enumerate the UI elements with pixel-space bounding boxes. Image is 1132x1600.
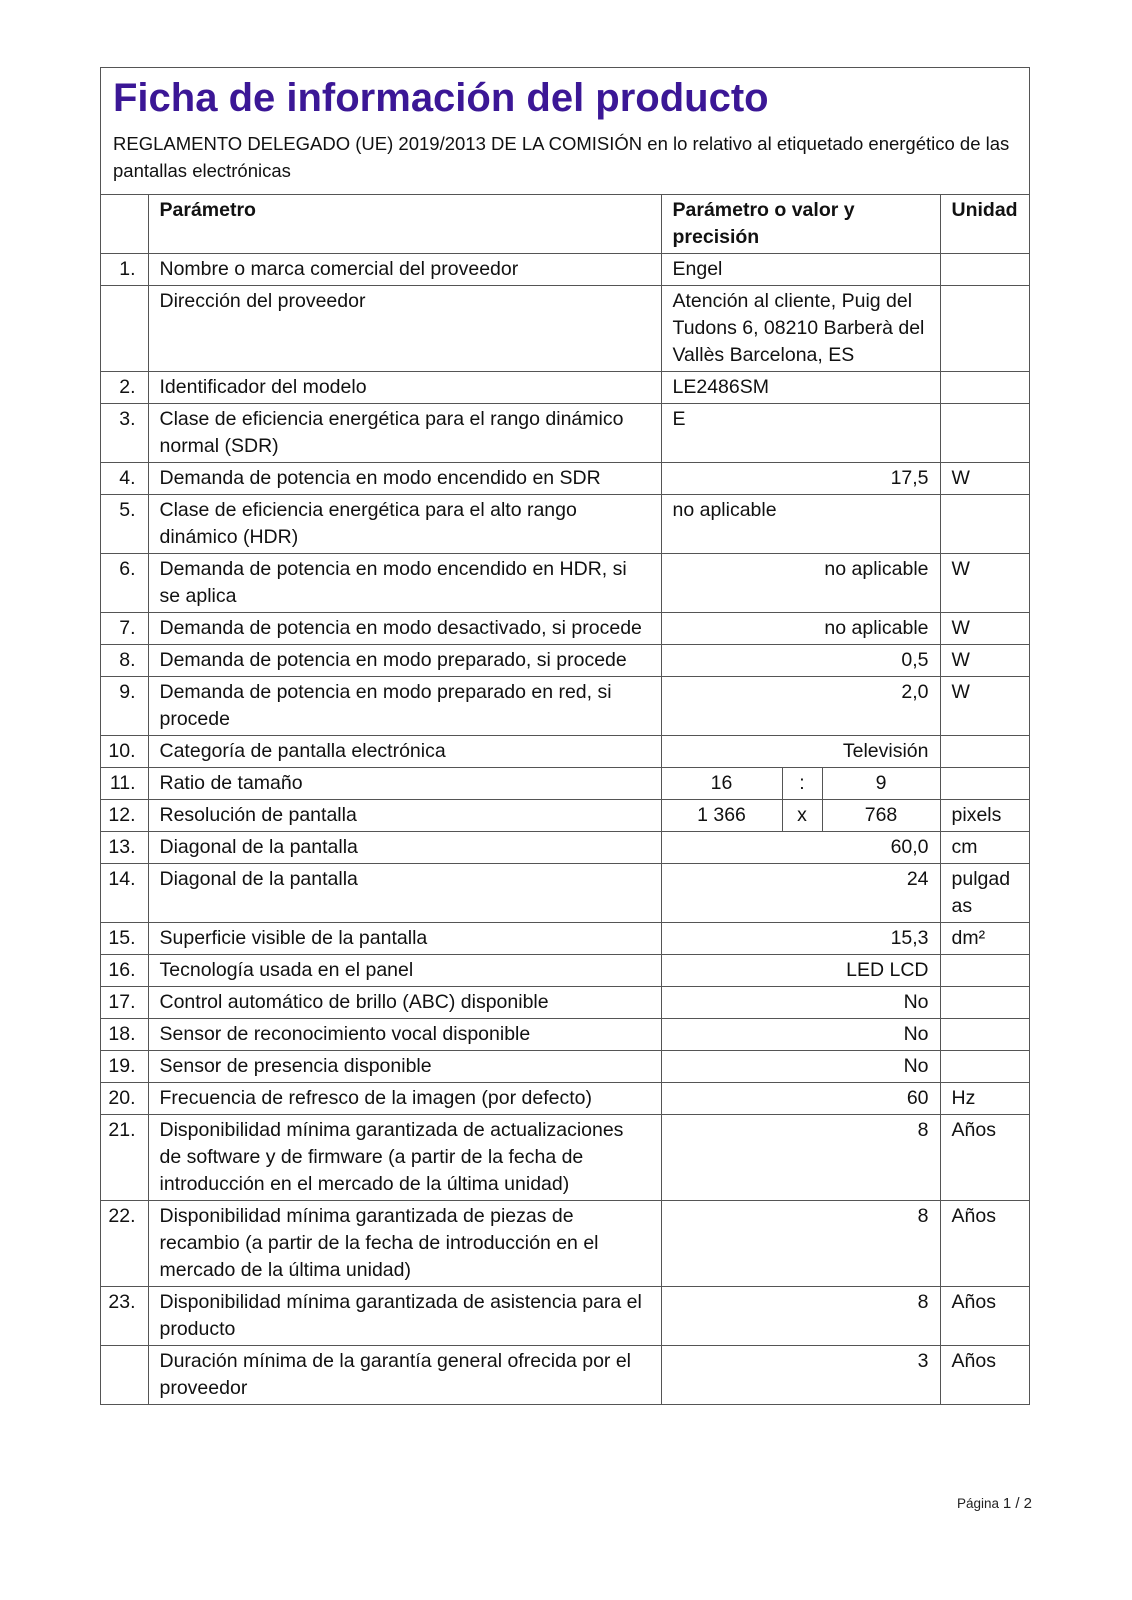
row-number: 20. xyxy=(101,1083,148,1115)
table-row xyxy=(101,736,1029,768)
page-footer xyxy=(957,1495,1032,1512)
row-number: 13. xyxy=(101,832,148,864)
row-parameter: Ratio de tamaño xyxy=(148,768,661,800)
row-number: 23. xyxy=(101,1287,148,1346)
table-row xyxy=(101,1051,1029,1083)
header-unit: Unidad xyxy=(940,195,1029,254)
table-row xyxy=(101,832,1029,864)
table-row xyxy=(101,372,1029,404)
row-number: 22. xyxy=(101,1201,148,1287)
row-parameter: Clase de eficiencia energética para el alto rango dinámico (HDR) xyxy=(148,495,661,554)
row-value: 8 xyxy=(661,1287,940,1346)
table-row xyxy=(101,955,1029,987)
row-unit: W xyxy=(940,677,1029,736)
row-parameter: Tecnología usada en el panel xyxy=(148,955,661,987)
row-unit: Hz xyxy=(940,1083,1029,1115)
page-number: 1 / 2 xyxy=(1002,1495,1032,1512)
table-row xyxy=(101,286,1029,372)
row-parameter: Identificador del modelo xyxy=(148,372,661,404)
row-unit: dm² xyxy=(940,923,1029,955)
row-unit xyxy=(940,254,1029,286)
product-info-sheet xyxy=(100,67,1030,1405)
row-value: no aplicable xyxy=(661,613,940,645)
row-parameter: Categoría de pantalla electrónica xyxy=(148,736,661,768)
row-unit: W xyxy=(940,613,1029,645)
row-value: 3 xyxy=(661,1346,940,1405)
row-unit xyxy=(940,768,1029,800)
row-number: 5. xyxy=(101,495,148,554)
table-row xyxy=(101,1346,1029,1405)
row-unit: Años xyxy=(940,1201,1029,1287)
row-parameter: Duración mínima de la garantía general ofrecida por el proveedor xyxy=(148,1346,661,1405)
row-number: 10. xyxy=(101,736,148,768)
header-value: Parámetro o valor y precisión xyxy=(661,195,940,254)
row-parameter: Clase de eficiencia energética para el rango dinámico normal (SDR) xyxy=(148,404,661,463)
row-parameter: Sensor de reconocimiento vocal disponible xyxy=(148,1019,661,1051)
row-value: 15,3 xyxy=(661,923,940,955)
row-number: 19. xyxy=(101,1051,148,1083)
row-value: No xyxy=(661,1019,940,1051)
row-unit: Años xyxy=(940,1115,1029,1201)
row-value: 60 xyxy=(661,1083,940,1115)
row-value: No xyxy=(661,987,940,1019)
row-parameter: Dirección del proveedor xyxy=(148,286,661,372)
row-unit xyxy=(940,372,1029,404)
row-unit xyxy=(940,1019,1029,1051)
row-unit: pixels xyxy=(940,800,1029,832)
row-number: 6. xyxy=(101,554,148,613)
row-parameter: Diagonal de la pantalla xyxy=(148,864,661,923)
row-parameter: Demanda de potencia en modo encendido en SDR xyxy=(148,463,661,495)
table-row xyxy=(101,645,1029,677)
table-row xyxy=(101,1083,1029,1115)
table-row xyxy=(101,1019,1029,1051)
row-value-first: 16 xyxy=(661,768,782,800)
row-number xyxy=(101,1346,148,1405)
row-value: LE2486SM xyxy=(661,372,940,404)
row-number: 1. xyxy=(101,254,148,286)
page-label: Página xyxy=(957,1496,1000,1511)
row-value: E xyxy=(661,404,940,463)
row-parameter: Demanda de potencia en modo encendido en HDR, si se aplica xyxy=(148,554,661,613)
row-parameter: Disponibilidad mínima garantizada de asistencia para el producto xyxy=(148,1287,661,1346)
row-number: 9. xyxy=(101,677,148,736)
regulation-subtitle: REGLAMENTO DELEGADO (UE) 2019/2013 DE LA COMISIÓN en lo relativo al etiquetado energético de las pantallas electrónicas xyxy=(113,133,1010,181)
parameters-table xyxy=(101,195,1029,1404)
row-unit: Años xyxy=(940,1346,1029,1405)
row-number: 11. xyxy=(101,768,148,800)
row-number: 15. xyxy=(101,923,148,955)
row-unit xyxy=(940,286,1029,372)
row-value: Engel xyxy=(661,254,940,286)
row-unit xyxy=(940,955,1029,987)
row-value: no aplicable xyxy=(661,554,940,613)
row-parameter: Demanda de potencia en modo preparado en red, si procede xyxy=(148,677,661,736)
row-value-first: 1 366 xyxy=(661,800,782,832)
row-unit: W xyxy=(940,463,1029,495)
row-value: 8 xyxy=(661,1201,940,1287)
table-row xyxy=(101,864,1029,923)
row-value: 0,5 xyxy=(661,645,940,677)
row-value: No xyxy=(661,1051,940,1083)
row-unit: W xyxy=(940,554,1029,613)
row-value: LED LCD xyxy=(661,955,940,987)
row-value: Atención al cliente, Puig del Tudons 6, 08210 Barberà del Vallès Barcelona, ES xyxy=(661,286,940,372)
table-row xyxy=(101,677,1029,736)
row-value: 24 xyxy=(661,864,940,923)
row-unit: cm xyxy=(940,832,1029,864)
row-unit: W xyxy=(940,645,1029,677)
row-unit: pulgadas xyxy=(940,864,1029,923)
row-unit xyxy=(940,1051,1029,1083)
row-number: 2. xyxy=(101,372,148,404)
row-unit xyxy=(940,495,1029,554)
row-number: 12. xyxy=(101,800,148,832)
row-parameter: Frecuencia de refresco de la imagen (por defecto) xyxy=(148,1083,661,1115)
sheet-header xyxy=(101,68,1029,195)
row-value: 8 xyxy=(661,1115,940,1201)
row-value: no aplicable xyxy=(661,495,940,554)
table-row xyxy=(101,404,1029,463)
table-row xyxy=(101,495,1029,554)
row-value-second: 9 xyxy=(822,768,940,800)
table-row xyxy=(101,923,1029,955)
row-parameter: Superficie visible de la pantalla xyxy=(148,923,661,955)
row-number: 4. xyxy=(101,463,148,495)
row-parameter: Resolución de pantalla xyxy=(148,800,661,832)
table-row xyxy=(101,1201,1029,1287)
row-unit xyxy=(940,404,1029,463)
table-row xyxy=(101,613,1029,645)
header-parameter: Parámetro xyxy=(148,195,661,254)
row-value: 2,0 xyxy=(661,677,940,736)
row-value: 17,5 xyxy=(661,463,940,495)
row-parameter: Control automático de brillo (ABC) disponible xyxy=(148,987,661,1019)
row-parameter: Disponibilidad mínima garantizada de piezas de recambio (a partir de la fecha de introducción en el mercado de la última unidad) xyxy=(148,1201,661,1287)
row-number: 18. xyxy=(101,1019,148,1051)
table-row xyxy=(101,1115,1029,1201)
row-parameter: Diagonal de la pantalla xyxy=(148,832,661,864)
row-number: 3. xyxy=(101,404,148,463)
table-row xyxy=(101,1287,1029,1346)
row-value-second: 768 xyxy=(822,800,940,832)
table-row xyxy=(101,463,1029,495)
row-number: 7. xyxy=(101,613,148,645)
page-title: Ficha de información del producto xyxy=(113,76,769,120)
row-number: 17. xyxy=(101,987,148,1019)
row-value-separator: x xyxy=(782,800,822,832)
table-header-row xyxy=(101,195,1029,254)
row-value-separator: : xyxy=(782,768,822,800)
row-number: 16. xyxy=(101,955,148,987)
row-value: Televisión xyxy=(661,736,940,768)
table-row xyxy=(101,987,1029,1019)
row-number: 21. xyxy=(101,1115,148,1201)
row-number: 14. xyxy=(101,864,148,923)
table-row xyxy=(101,768,1029,800)
row-parameter: Nombre o marca comercial del proveedor xyxy=(148,254,661,286)
row-parameter: Demanda de potencia en modo desactivado, si procede xyxy=(148,613,661,645)
table-row xyxy=(101,800,1029,832)
row-unit: Años xyxy=(940,1287,1029,1346)
table-row xyxy=(101,554,1029,613)
row-unit xyxy=(940,987,1029,1019)
row-value: 60,0 xyxy=(661,832,940,864)
row-parameter: Demanda de potencia en modo preparado, si procede xyxy=(148,645,661,677)
row-number xyxy=(101,286,148,372)
row-parameter: Disponibilidad mínima garantizada de actualizaciones de software y de firmware (a partir de la fecha de introducción en el mercado de la última unidad) xyxy=(148,1115,661,1201)
row-parameter: Sensor de presencia disponible xyxy=(148,1051,661,1083)
header-number xyxy=(101,195,148,254)
row-number: 8. xyxy=(101,645,148,677)
row-unit xyxy=(940,736,1029,768)
table-row xyxy=(101,254,1029,286)
